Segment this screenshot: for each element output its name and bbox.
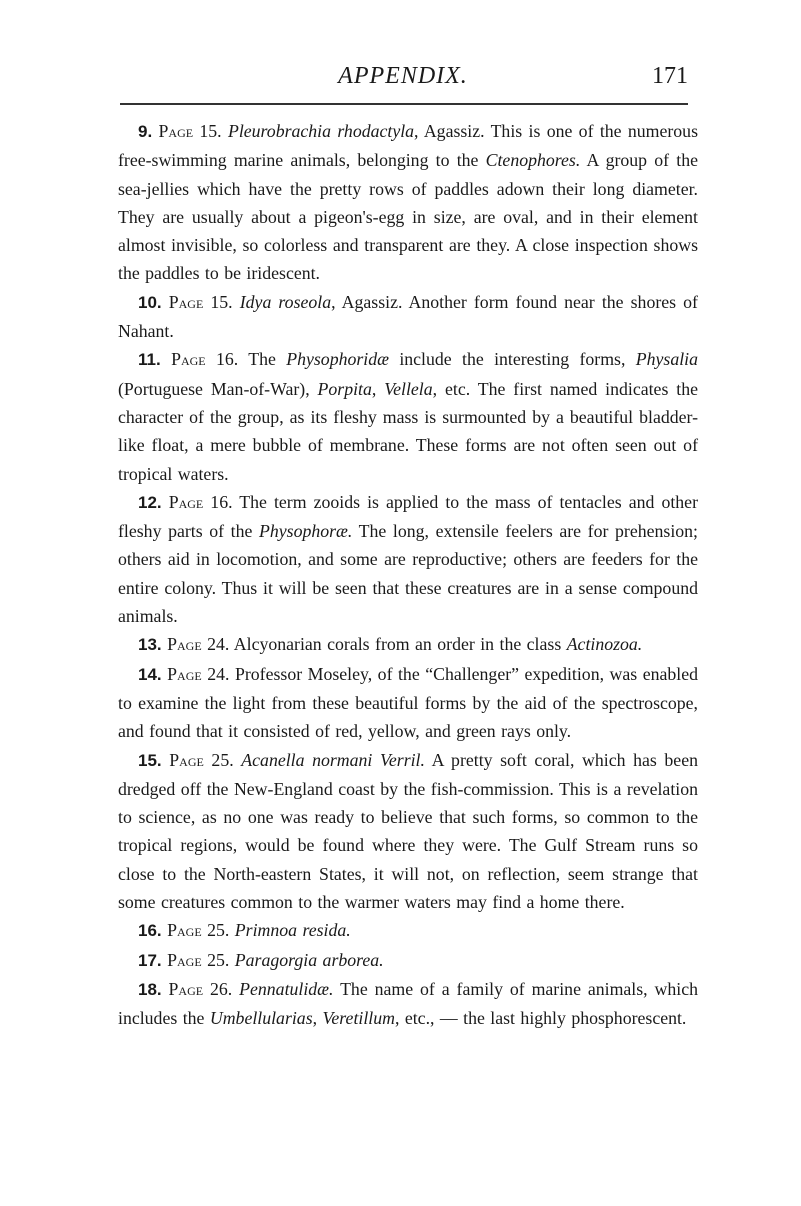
text-run: Alcyonarian corals from an order in the class <box>233 634 567 655</box>
note-number: 12. <box>138 492 162 512</box>
text-run: , Agassiz. Another form found near the shores of Nahant. <box>118 291 698 342</box>
italic-text: Pennatulidæ. <box>239 978 334 999</box>
text-run: , etc., — the last highly phosphorescent. <box>394 1008 687 1029</box>
italic-text: Paragorgia arborea. <box>234 949 384 970</box>
italic-text: Porpita <box>317 378 372 399</box>
text-run: The term zooids is applied to the mass of tentacles and other fleshy parts of the <box>118 491 698 542</box>
page-number: 171 <box>652 63 688 89</box>
note-18 <box>118 975 698 1033</box>
note-text <box>118 349 698 483</box>
text-run: , etc. The first named indicates the character of the group, as its fleshy mass is surmounted by a beautiful bladder-like float, a mere bubble of membrane. These forms are not often seen out of tropical waters. <box>118 378 698 484</box>
page-reference: Page 25. <box>167 920 230 941</box>
note-16 <box>118 916 698 945</box>
note-number: 13. <box>138 635 162 655</box>
header-rule <box>120 103 688 105</box>
italic-text: Vellela <box>384 378 433 399</box>
page-reference: Page 16. <box>168 491 233 512</box>
italic-text: Ctenophores. <box>485 150 581 171</box>
note-number: 10. <box>138 292 162 312</box>
italic-text: Pleurobrachia rhodactyla <box>227 121 415 141</box>
text-run: A group of the sea-jellies which have the pretty rows of paddles adown their long diameter. They are usually about a pigeon's-egg in size, are oval, and in their element almost invisible, so colorless and transparent are they. A close inspection shows the paddles to be iridescent. <box>118 150 698 284</box>
page-reference: Page 24. <box>167 634 230 655</box>
italic-text: Veretillum <box>322 1008 395 1029</box>
note-17 <box>118 946 698 975</box>
italic-text: Physophoræ. <box>259 521 353 542</box>
text-run: A pretty soft coral, which has been dredged off the New-England coast by the fish-commission. This is a revelation to science, as no one was ready to believe that such forms, so common to the tropical regions, would be found where they were. The Gulf Stream runs so close to the North-eastern States, it will not, on reflection, seem strange that some creatures common to the warmer waters may find a home there. <box>118 749 698 913</box>
note-15 <box>118 746 698 917</box>
note-number: 18. <box>138 979 162 999</box>
page-reference: Page 24. <box>167 663 230 684</box>
note-13 <box>118 630 698 659</box>
notes-list <box>118 117 698 1033</box>
text-run: The name of a family of marine animals, which includes the <box>118 978 698 1029</box>
page-reference: Page 15. <box>158 121 222 141</box>
italic-text: Umbellularias <box>209 1008 313 1029</box>
note-number: 17. <box>138 950 162 970</box>
note-text <box>235 950 384 970</box>
note-12 <box>118 488 698 630</box>
note-text <box>118 121 698 283</box>
note-10 <box>118 288 698 346</box>
note-text <box>118 750 698 912</box>
running-head: APPENDIX. <box>338 63 468 89</box>
page-reference: Page 26. <box>168 978 233 999</box>
text-run: (Portuguese Man-of-War), <box>118 378 318 399</box>
italic-text: Actinozoa. <box>566 634 643 655</box>
note-9 <box>118 117 698 288</box>
note-number: 15. <box>138 750 162 770</box>
note-11 <box>118 345 698 487</box>
text-run: The long, extensile feelers are for prehension; others aid in locomotion, and some are reproductive; others are feeders for the entire colony. Thus it will be seen that these creatures are in a sense compound animals. <box>118 521 698 627</box>
text-run: , Agassiz. This is one of the numerous free-swimming marine animals, belonging to the <box>118 121 698 171</box>
page-header <box>118 63 688 97</box>
note-number: 14. <box>138 664 162 684</box>
text-run: , <box>312 1008 323 1029</box>
note-number: 9. <box>138 122 153 141</box>
note-14 <box>118 660 698 746</box>
page-reference: Page 16. <box>171 349 239 370</box>
text-run: , <box>371 378 385 399</box>
note-text <box>234 634 642 654</box>
text-run: The <box>248 349 287 370</box>
text-run: Professor Moseley, of the “Challenger” expedition, was enabled to examine the light from these beautiful forms by the aid of the spectroscope, and found that it consisted of red, yellow, and green rays only. <box>118 663 698 742</box>
italic-text: Acanella normani Verril. <box>241 749 425 770</box>
italic-text: Physophoridæ <box>286 349 389 370</box>
italic-text: Idya roseola <box>239 291 332 312</box>
note-number: 11. <box>138 350 161 370</box>
italic-text: Physalia <box>635 349 699 370</box>
note-text <box>235 920 351 940</box>
page-reference: Page 25. <box>169 749 234 770</box>
italic-text: Primnoa resida. <box>234 920 351 941</box>
page-reference: Page 15. <box>168 291 233 312</box>
page-reference: Page 25. <box>167 949 230 970</box>
note-number: 16. <box>138 921 162 941</box>
text-run: include the interesting forms, <box>388 349 636 370</box>
